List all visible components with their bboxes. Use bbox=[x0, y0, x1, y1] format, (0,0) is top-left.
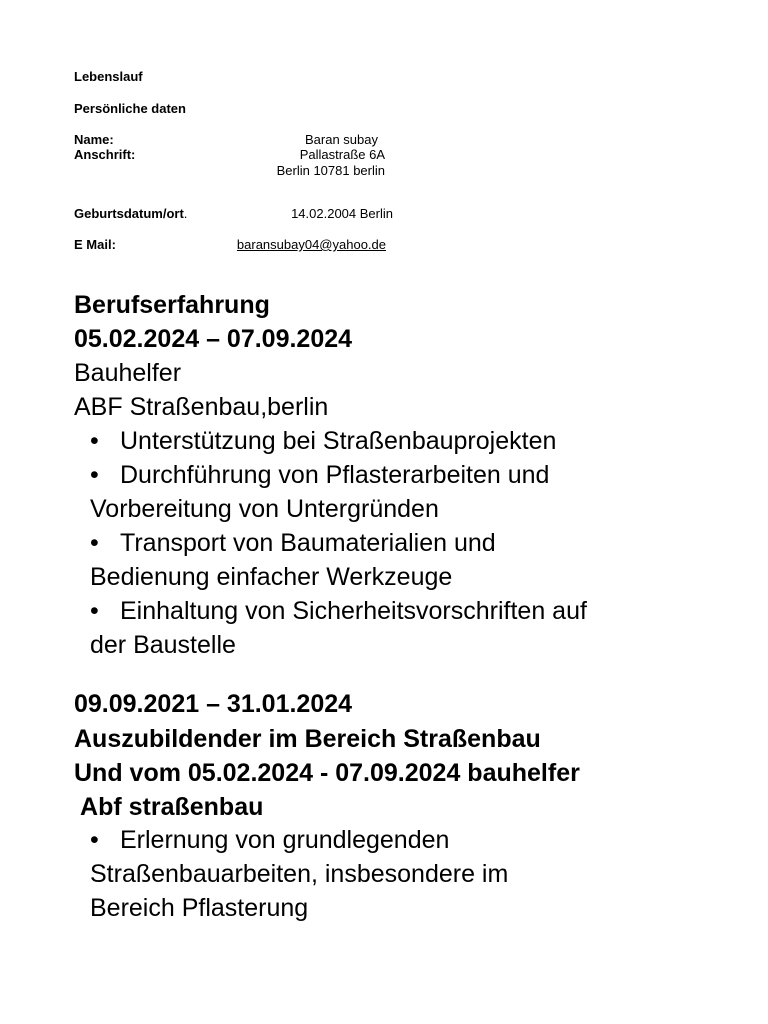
birth-label-text: Geburtsdatum/ort bbox=[74, 206, 184, 221]
job1-bullet-1-text: Unterstützung bei Straßenbauprojekten bbox=[120, 427, 557, 455]
bullet-glyph: • bbox=[90, 597, 99, 625]
job1-title: Bauhelfer bbox=[74, 359, 182, 387]
bullet-glyph: • bbox=[90, 461, 99, 489]
job1-bullet-3-text-1: Transport von Baumaterialien und bbox=[120, 529, 496, 557]
birth-label bbox=[74, 206, 187, 222]
experience-heading: Berufserfahrung bbox=[74, 291, 270, 319]
name-label: Name: bbox=[74, 132, 114, 147]
job2-company: Abf straßenbau bbox=[74, 793, 264, 821]
job1-bullet-1 bbox=[90, 424, 556, 458]
job1-period: 05.02.2024 – 07.09.2024 bbox=[74, 325, 353, 353]
address-label: Anschrift: bbox=[74, 147, 136, 162]
birth-value: 14.02.2004 Berlin bbox=[291, 206, 393, 221]
name-value: Baran subay bbox=[305, 132, 378, 147]
job1-bullet-2-text-1: Durchführung von Pflasterarbeiten und bbox=[120, 461, 550, 489]
bullet-glyph: • bbox=[90, 427, 99, 455]
job1-bullet-4-text-1: Einhaltung von Sicherheitsvorschriften auf bbox=[120, 597, 587, 625]
job1-bullet-3 bbox=[90, 526, 496, 560]
birth-label-dot: . bbox=[183, 206, 188, 221]
bullet-glyph: • bbox=[90, 529, 99, 557]
job1-bullet-2 bbox=[90, 458, 549, 492]
job2-bullet-1-cont-2: Bereich Pflasterung bbox=[90, 894, 309, 922]
job1-bullet-3-cont: Bedienung einfacher Werkzeuge bbox=[90, 563, 453, 591]
address-line-2: Berlin 10781 berlin bbox=[276, 163, 385, 178]
job1-bullet-4 bbox=[90, 594, 587, 628]
document-title: Lebenslauf bbox=[74, 69, 143, 84]
job1-bullet-2-cont: Vorbereitung von Untergründen bbox=[90, 495, 439, 523]
job1-company: ABF Straßenbau,berlin bbox=[74, 393, 329, 421]
bullet-glyph: • bbox=[90, 826, 99, 854]
section-personal-heading: Persönliche daten bbox=[74, 101, 186, 116]
email-value bbox=[200, 237, 386, 253]
job2-bullet-1 bbox=[90, 823, 449, 857]
job2-bullet-1-cont-1: Straßenbauarbeiten, insbesondere im bbox=[90, 860, 509, 888]
job2-bullet-1-text-1: Erlernung von grundlegenden bbox=[120, 826, 450, 854]
address-line-1: Pallastraße 6A bbox=[299, 147, 385, 162]
job2-period: 09.09.2021 – 31.01.2024 bbox=[74, 690, 353, 718]
email-label: E Mail: bbox=[74, 237, 116, 252]
job2-extra: Und vom 05.02.2024 - 07.09.2024 bauhelfer bbox=[74, 759, 580, 787]
job2-title: Auszubildender im Bereich Straßenbau bbox=[74, 725, 541, 753]
email-link[interactable]: baransubay04@yahoo.de bbox=[236, 237, 386, 252]
job1-bullet-4-cont: der Baustelle bbox=[90, 631, 236, 659]
